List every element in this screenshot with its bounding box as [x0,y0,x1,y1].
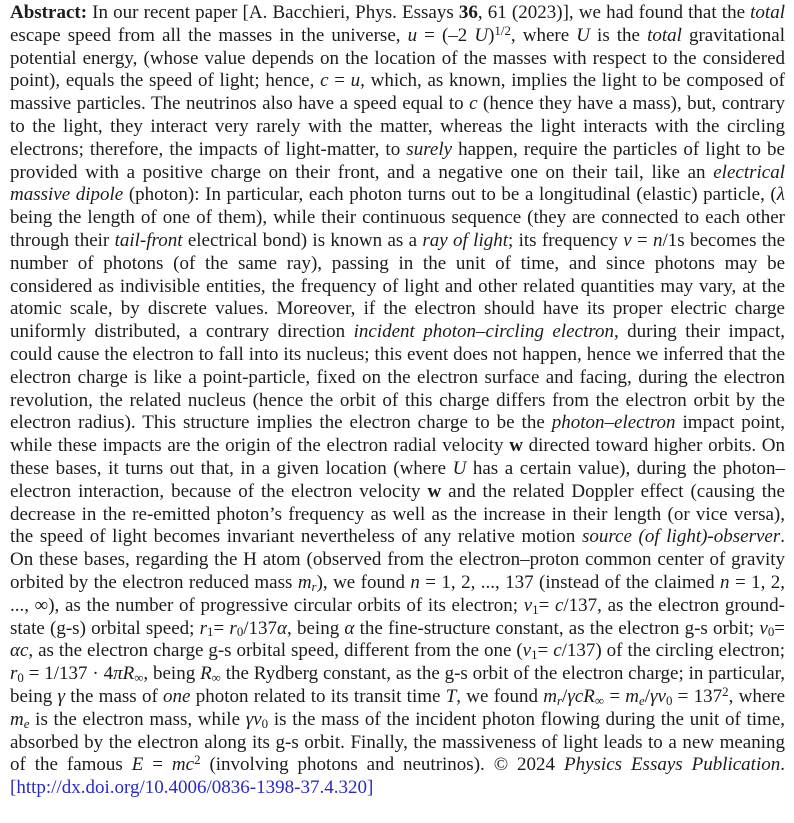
text-segment: n [410,571,420,593]
text-segment: m [297,571,312,593]
text-segment: e [639,692,645,708]
doi-link[interactable]: [http://dx.doi.org/10.4006/0836-1398-37.4.320] [10,777,374,799]
text-segment: T [445,685,457,707]
text-segment: . [780,754,785,776]
text-segment: total [750,2,785,23]
text-segment: u [350,70,361,92]
text-segment: = [537,640,554,662]
text-segment: , during their impact, could cause the electron to fall into its nucleus; this event does not happen, hence we inferred that the electron charge is like a point-particle, fixed on the electron surface and facing, during the electron revolution, the related nucleus (hence the orbit of this charge differs from the electron orbit by the electron radius). This structure implies the electron charge to be the [10,321,785,434]
text-segment: 0 [665,692,673,708]
text-segment: 0 [236,624,244,640]
text-segment: In our recent paper [A. Bacchieri, Phys. Essays [87,2,459,23]
text-segment: 1/2 [494,22,511,38]
text-segment: α [277,617,288,639]
text-segment: /137, as the electron ground-state (g-s) orbital speed; [10,594,785,639]
text-segment: ray of light [422,229,509,251]
text-segment: impact point, while these impacts are the origin of the electron radial velocity [10,412,785,457]
text-segment: electrical bond) is known as a [182,229,423,251]
text-segment: = 137 [672,685,723,707]
text-segment: 0 [261,715,269,731]
text-segment: the mass of [64,685,164,707]
text-segment: λ [776,184,785,206]
text-segment: 2 [722,683,729,699]
text-segment: v [523,594,533,616]
text-segment: , being [287,617,345,639]
text-segment: incident photon–circling electron [353,321,614,343]
text-segment: = [604,685,626,707]
text-segment: 36 [458,2,478,23]
text-segment: e [23,715,30,731]
text-segment: the Rydberg constant, as the g-s orbit of the electron charge; in particular, being [10,663,785,707]
text-segment: U [576,24,590,46]
text-segment: m [625,685,640,707]
text-segment: = 1/137 · 4 [23,663,114,685]
text-segment: γ [57,685,65,707]
text-segment: v [759,617,768,639]
text-segment: , where [510,24,577,46]
text-segment: Physics Essays Publication [563,754,781,776]
text-segment: one [163,685,191,707]
text-segment: R [200,663,212,685]
text-segment: is the [589,24,648,46]
text-segment: = [328,70,351,92]
text-segment: r [10,663,18,685]
text-segment: r [311,578,317,594]
text-segment: r [229,617,237,639]
text-segment: α [344,617,355,639]
text-segment: ∞ [211,669,221,685]
text-segment: E [131,754,144,776]
text-segment: w [427,480,442,502]
text-segment: πR [113,663,135,685]
text-segment: /1s becomes the number of photons (of the same ray), passing in the unit of time, and since photons may be considered as indivisible entities, the frequency of light and other related quantities may vary, at the atomic scale, by discrete values. Moreover, if the electron should have its proper electric charge uniformly distributed, a contrary direction [10,229,786,343]
text-segment: mc [171,754,195,776]
text-segment: w [509,435,523,457]
text-segment: 1 [532,601,539,617]
text-segment: is the mass of the incident photon flowing during the unit of time, absorbed by the electron along its g-s orbit. Finally, the massiveness of light leads to a new meaning of the famous [10,708,786,776]
text-segment: γν [245,708,262,730]
text-segment: happen, require the particles of light to be provided with a positive charge on their front, and a negative one on their tail, like an [10,138,785,183]
text-segment: 0 [767,624,775,640]
text-segment: ∞ [134,669,144,685]
text-segment: tail-front [114,229,183,251]
text-segment: = 1, 2, ..., ∞), as the number of progressive circular orbits of its electron; [10,571,785,616]
text-segment: ), we found [316,571,411,593]
text-segment: /137 [243,617,278,639]
text-segment: and the related Doppler effect (causing the decrease in the re-emitted photon’s frequency as well as the increase in their length (or vice versa), the speed of light becomes invariant nevertheless of any relative motion [10,480,785,548]
text-segment: u [407,24,418,46]
text-segment: = [631,229,653,251]
text-segment: 1 [531,647,538,663]
text-segment: , which, as known, implies the light to be composed of massive particles. The neutrinos also have a speed equal to [10,70,785,115]
text-segment: c [469,93,478,115]
text-segment: v [522,640,532,662]
text-segment: r [557,692,563,708]
text-segment: has a certain value), during the photon–electron interaction, because of the electron velocity [10,457,786,502]
text-segment: m [10,708,24,730]
text-segment: / [562,685,568,707]
text-segment: = (–2 [417,24,475,46]
text-segment: is the electron mass, while [29,708,246,730]
text-segment: being the length of one of them), while their continuous sequence (they are connected to each other through their [10,207,785,251]
text-segment: . On these bases, regarding the H atom (observed from the electron–proton common center of gravity orbited by the electron reduced mass [10,526,785,593]
text-segment: c [553,640,562,662]
text-segment: photon related to its transit time [190,685,446,707]
text-segment: = [213,617,230,639]
text-segment: , we found [456,685,544,707]
text-segment: Abstract: [10,2,88,23]
text-segment: 2 [194,752,201,768]
text-segment: gravitational potential energy, (whose value depends on the location of the masses with respect to the considered point), equals the speed of light; hence, [10,24,785,92]
text-segment: source (of light)-observer [581,526,781,548]
text-segment: , 61 (2023)], we had found that the [477,2,751,23]
text-segment: = [538,594,555,616]
text-segment: surely [406,138,453,160]
text-segment: ∞ [594,692,605,708]
text-segment: escape speed from all the masses in the universe, [10,24,408,46]
text-segment: = 1, 2, ..., 137 (instead of the claimed [419,571,721,593]
text-segment: ) [488,24,495,46]
text-segment: , where [728,685,786,707]
text-segment: c [320,70,329,92]
text-segment: (hence they have a mass), but, contrary to the light, they interact very rarely with the matter, whereas the light interacts with the circling electrons; therefore, the impacts of light-matter, to [10,93,785,160]
text-segment: U [474,24,489,46]
text-segment: 1 [207,624,214,640]
text-segment: ν [623,229,632,251]
abstract-paragraph [10,2,785,800]
text-segment: c [554,594,564,616]
text-segment: , as the electron charge g-s orbital speed, different from the one ( [28,640,523,662]
text-segment: / [644,685,651,707]
text-segment: 0 [17,669,24,685]
text-segment: n [653,229,663,251]
text-segment: photon–electron [551,412,676,434]
text-segment: directed toward higher orbits. On these bases, it turns out that, in a given location (where [10,435,785,479]
text-segment: U [452,457,467,479]
text-segment: r [199,617,208,639]
text-segment: (photon): In particular, each photon turns out to be a longitudinal (elastic) particle, ( [123,184,777,206]
text-segment: /137) of the circling electron; [561,640,786,662]
text-segment: ; its frequency [508,229,624,251]
text-segment: γν [650,685,666,707]
text-segment: , being [143,663,201,685]
text-segment: n [720,571,730,593]
text-segment: electrical massive dipole [10,161,785,206]
text-segment: αc [10,640,29,662]
text-segment: the fine-structure constant, as the electron g-s orbit; [354,617,760,639]
text-segment: m [543,685,558,707]
text-segment: (involving photons and neutrinos). © 2024 [200,754,564,776]
text-segment: = [774,617,785,639]
text-segment: total [647,24,682,46]
text-segment: = [143,754,172,776]
text-segment: γcR [567,685,595,707]
